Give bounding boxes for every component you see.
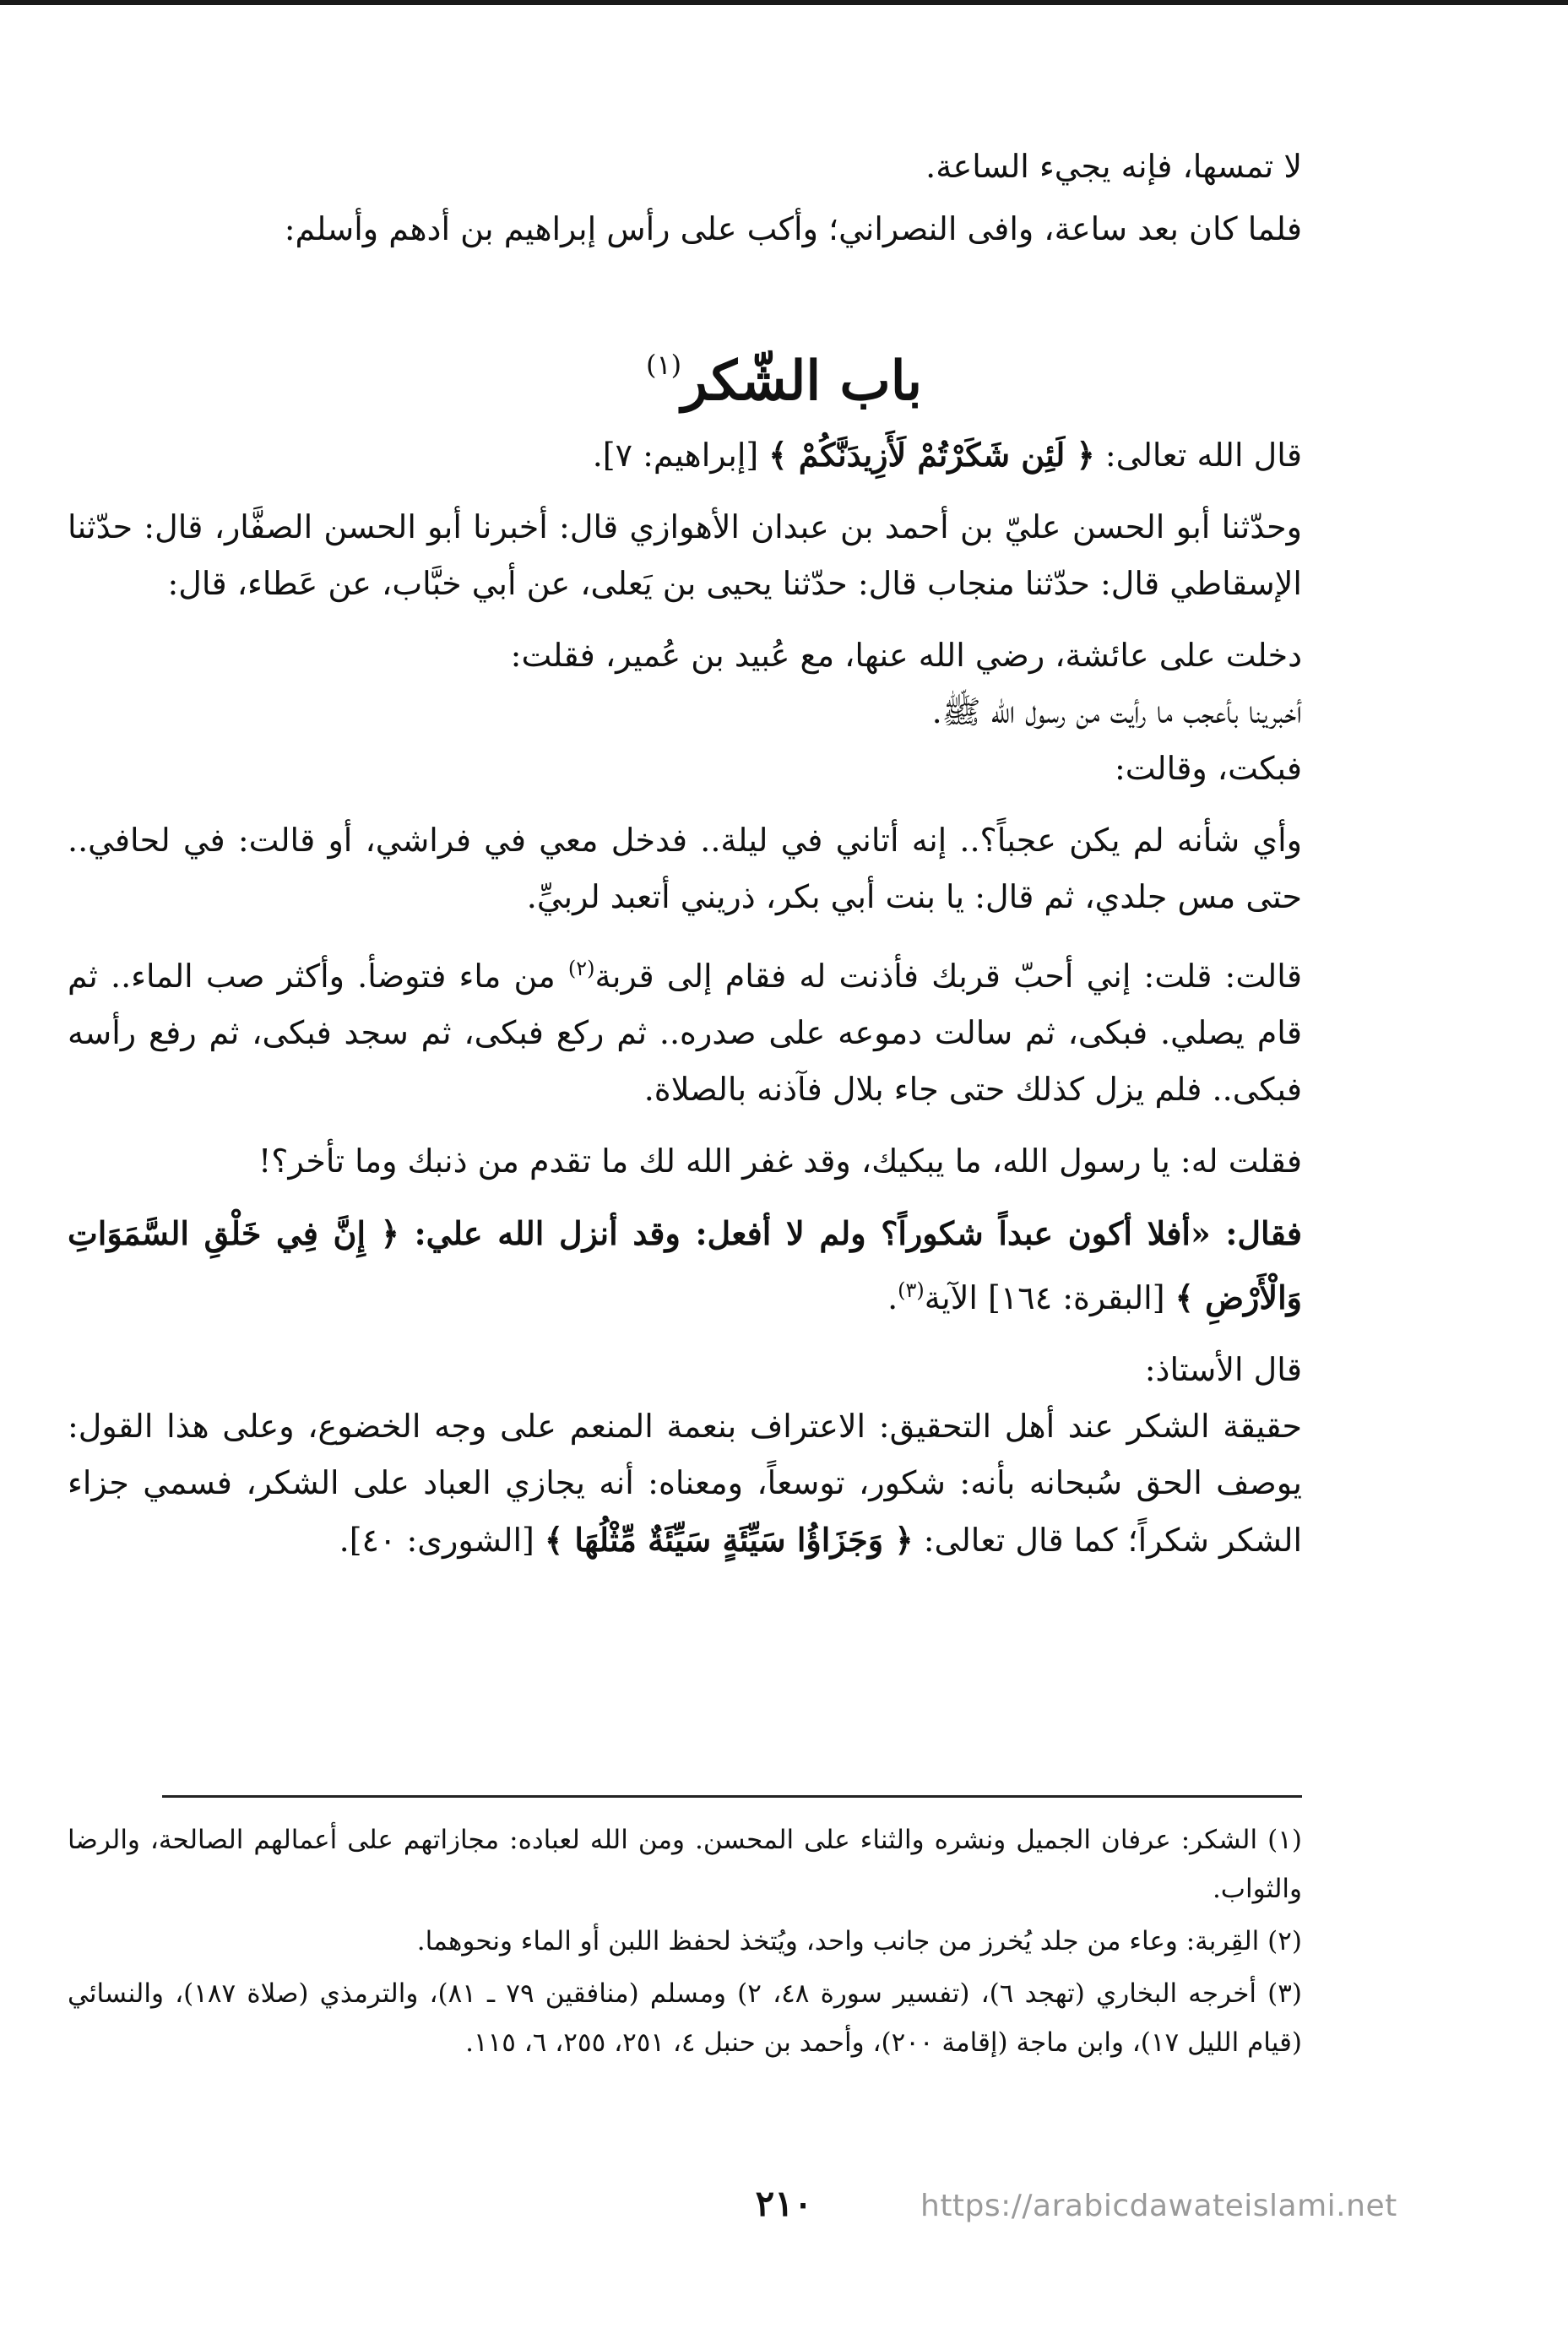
hadith-p3-after: من ماء فتوضأ. وأكثر صب الماء.. ثم قام يصلي. فبكى، ثم سالت دموعه على صدره.. ثم ركع فبكى، ثم سجد فبكى، ثم رفع رأسه فبكى.. فلم يزل كذلك حتى جاء بلال فآذنه بالصلاة. bbox=[68, 958, 1302, 1108]
intro-text bbox=[144, 135, 1302, 260]
hadith-paragraph-4: فقلت له: يا رسول الله، ما يبكيك، وقد غفر الله لك ما تقدم من ذنبك وما تأخر؟! bbox=[258, 1142, 1302, 1180]
verse-paragraph bbox=[68, 426, 1302, 484]
ustadh-label: قال الأستاذ: bbox=[1144, 1351, 1302, 1388]
footnote-3: (٣) أخرجه البخاري (تهجد ٦)، (تفسير سورة ٤٨، ٢) ومسلم (منافقين ٧٩ ـ ٨١)، والترمذي (صلاة ١٨٧)، والنسائي (قيام الليل ١٧)، وابن ماجة (إقامة ٢٠٠)، وأحمد بن حنبل ٤، ٢٥١، ٢٥٥، ٦، ١١٥. bbox=[68, 1978, 1302, 2058]
hadith-line-1: دخلت على عائشة، رضي الله عنها، مع عُبيد بن عُمير، فقلت: bbox=[510, 637, 1302, 674]
hadith-line-2: أخبرينا بأعجب ما رأيت من رسول الله ﷺ. bbox=[931, 693, 1302, 730]
quran-verse-3: ﴿ وَجَزَاؤُا سَيِّئَةٍ سَيِّئَةٌ مِّثْلُهَا ﴾ bbox=[544, 1521, 914, 1559]
footnote-separator bbox=[162, 1795, 1302, 1798]
hadith-p3-before: قالت: قلت: إني أحبّ قربك فأذنت له فقام إلى قربة bbox=[594, 958, 1302, 995]
hadith-p5-after: [البقرة: ١٦٤] الآية bbox=[924, 1279, 1175, 1316]
chapter-footnote-mark: (١) bbox=[645, 349, 682, 381]
ustadh-verse-reference: [الشورى: ٤٠]. bbox=[339, 1522, 545, 1559]
footnotes bbox=[68, 1815, 1302, 2070]
hadith-line-3: فبكت، وقالت: bbox=[1114, 750, 1302, 787]
hadith-paragraph-5 bbox=[68, 1205, 1302, 1327]
chapter-heading bbox=[0, 323, 1568, 424]
footnote-2: (٢) القِربة: وعاء من جلد يُخرز من جانب واحد، ويُتخذ لحفظ اللبن أو الماء ونحوهما. bbox=[416, 1926, 1302, 1956]
main-body bbox=[68, 426, 1302, 1584]
ustadh-paragraph bbox=[68, 1398, 1302, 1569]
verse-reference: [إبراهيم: ٧]. bbox=[592, 437, 769, 474]
footnote-mark-2: (٢) bbox=[567, 957, 595, 980]
watermark-url: https://arabicdawateislami.net bbox=[920, 2189, 1397, 2223]
footnote-mark-3: (٣) bbox=[898, 1278, 925, 1302]
footnote-1: (١) الشكر: عرفان الجميل ونشره والثناء على المحسن. ومن الله لعباده: مجازاتهم على أعمالهم الصالحة، والرضا والثواب. bbox=[68, 1825, 1302, 1904]
hadith-paragraph-3 bbox=[68, 941, 1302, 1118]
hadith-paragraph-2: وأي شأنه لم يكن عجباً؟.. إنه أتاني في ليلة.. فدخل معي في فراشي، أو قالت: في لحافي.. حتى مس جلدي، ثم قال: يا بنت أبي بكر، ذريني أتعبد لربيِّ. bbox=[68, 822, 1302, 915]
hadith-p5-before: فقال: «أفلا أكون عبداً شكوراً؟ ولم لا أفعل: وقد أنزل الله علي: bbox=[399, 1214, 1302, 1252]
ustadh-text: حقيقة الشكر عند أهل التحقيق: الاعتراف بنعمة المنعم على وجه الخضوع، وعلى هذا القول: يوصف الحق سُبحانه بأنه: شكور، توسعاً، ومعناه: أنه يجازي العباد على الشكر، فسمي جزاء الشكر شكراً؛ كما قال تعالى: bbox=[68, 1408, 1302, 1559]
quran-verse: ﴿ لَئِن شَكَرْتُمْ لَأَزِيدَنَّكُمْ ﴾ bbox=[768, 436, 1095, 474]
isnad-paragraph: وحدّثنا أبو الحسن عليّ بن أحمد بن عبدان الأهوازي قال: أخبرنا أبو الحسن الصفَّار، قال: حدّثنا الإسقاطي قال: حدّثنا منجاب قال: حدّثنا يحيى بن يَعلى، عن أبي خبَّاب، عن عَطاء، قال: bbox=[68, 508, 1302, 602]
intro-line-1: لا تمسها، فإنه يجيء الساعة. bbox=[925, 148, 1302, 185]
intro-line-2: فلما كان بعد ساعة، وافى النصراني؛ وأكب على رأس إبراهيم بن أدهم وأسلم: bbox=[284, 210, 1302, 247]
quran-verse-2: ﴿ إِنَّ فِي خَلْقِ السَّمَوَاتِ وَالْأَرْضِ ﴾ bbox=[68, 1214, 1302, 1316]
verse-intro: قال الله تعالى: bbox=[1094, 437, 1302, 474]
hadith-p5-end: . bbox=[887, 1279, 898, 1316]
page-number: ٢١٠ bbox=[755, 2183, 813, 2224]
chapter-title-text: باب الشّكر bbox=[681, 350, 923, 413]
